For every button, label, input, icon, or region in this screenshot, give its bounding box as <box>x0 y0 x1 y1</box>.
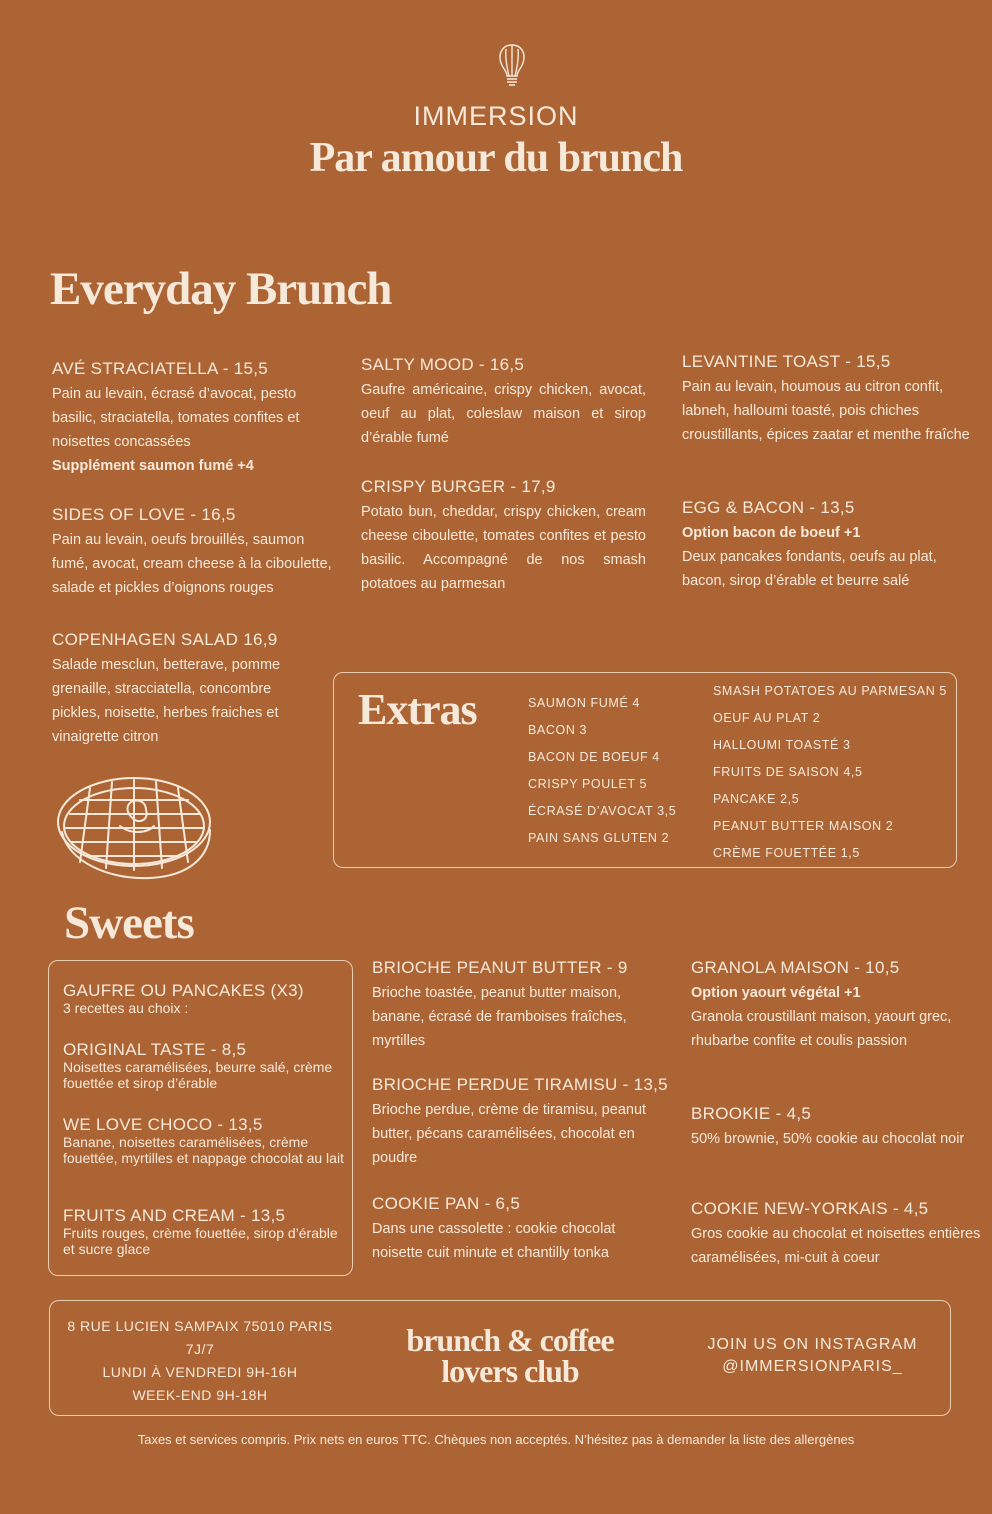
item-description: Deux pancakes fondants, oeufs au plat, bacon, sirop d’érable et beurre salé <box>682 549 937 589</box>
instagram-label: JOIN US ON INSTAGRAM <box>707 1336 918 1353</box>
item-description: Gaufre américaine, crispy chicken, avocat, oeuf au plat, coleslaw maison et sirop d’érable fumé <box>361 382 646 446</box>
item-description: Pain au levain, houmous au citron confit, labneh, halloumi toasté, pois chiches croustillants, épices zaatar et menthe fraîche <box>682 379 970 443</box>
item-title: COOKIE PAN - 6,5 <box>372 1194 521 1213</box>
menu-item <box>52 358 342 478</box>
item-title: GRANOLA MAISON - 10,5 <box>691 958 900 977</box>
item-title: COPENHAGEN SALAD 16,9 <box>52 630 278 649</box>
menu-item <box>682 497 972 593</box>
item-title: BRIOCHE PERDUE TIRAMISU - 13,5 <box>372 1075 668 1094</box>
item-title: WE LOVE CHOCO - 13,5 <box>63 1115 263 1134</box>
item-description: Dans une cassolette : cookie chocolat noisette cuit minute et chantilly tonka <box>372 1221 616 1261</box>
menu-item <box>63 981 348 1016</box>
extras-title: Extras <box>358 685 477 734</box>
item-description: Pain au levain, oeufs brouillés, saumon fumé, avocat, cream cheese à la ciboulette, salade et pickles d’oignons rouges <box>52 532 332 596</box>
everyday-brunch-title: Everyday Brunch <box>50 263 392 315</box>
menu-item <box>52 629 312 749</box>
legal-notice: Taxes et services compris. Prix nets en euros TTC. Chèques non acceptés. N’hésitez pas à demander la liste des allergènes <box>137 1432 855 1447</box>
menu-item <box>361 476 646 596</box>
instagram-handle[interactable]: @IMMERSIONPARIS_ <box>722 1358 903 1375</box>
menu-item <box>361 354 646 450</box>
extra-item: ÉCRASÉ D’AVOCAT 3,5 <box>528 804 677 818</box>
menu-item <box>63 1040 348 1091</box>
address-line: 7J/7 <box>185 1341 215 1357</box>
club-logo-text <box>380 1322 640 1389</box>
club-line: lovers club <box>441 1353 579 1389</box>
menu-item <box>691 1198 981 1270</box>
item-description: Brioche toastée, peanut butter maison, banane, écrasé de framboises fraîches, myrtilles <box>372 985 627 1049</box>
item-description: Brioche perdue, crème de tiramisu, peanut butter, pécans caramélisées, chocolat en poudre <box>372 1102 647 1166</box>
extra-item: BACON DE BOEUF 4 <box>528 750 660 764</box>
item-option: Option bacon de boeuf +1 <box>682 525 861 541</box>
item-description: Noisettes caramélisées, beurre salé, crème fouettée et sirop d’érable <box>63 1059 333 1091</box>
extra-item: CRISPY POULET 5 <box>528 777 647 791</box>
brand-name: IMMERSION <box>413 101 579 131</box>
menu-item <box>63 1206 348 1257</box>
extra-item: OEUF AU PLAT 2 <box>713 711 821 725</box>
item-description: Fruits rouges, crème fouettée, sirop d’érable et sucre glace <box>63 1225 338 1257</box>
extra-item: PANCAKE 2,5 <box>713 792 800 806</box>
club-line: brunch & coffee <box>406 1322 614 1358</box>
extra-item: BACON 3 <box>528 723 588 737</box>
extra-item: FRUITS DE SAISON 4,5 <box>713 765 863 779</box>
item-title: ORIGINAL TASTE - 8,5 <box>63 1040 247 1059</box>
item-title: LEVANTINE TOAST - 15,5 <box>682 352 891 371</box>
menu-item <box>682 351 972 447</box>
item-title: SALTY MOOD - 16,5 <box>361 355 525 374</box>
item-title: EGG & BACON - 13,5 <box>682 498 855 517</box>
menu-item <box>372 957 662 1053</box>
menu-item <box>372 1074 682 1170</box>
extra-item: PEANUT BUTTER MAISON 2 <box>713 819 894 833</box>
address-line: WEEK-END 9H-18H <box>132 1387 268 1403</box>
item-title: BROOKIE - 4,5 <box>691 1104 812 1123</box>
item-option: Supplément saumon fumé +4 <box>52 458 254 474</box>
item-description: 3 recettes au choix : <box>63 1000 189 1016</box>
extra-item: PAIN SANS GLUTEN 2 <box>528 831 670 845</box>
item-title: FRUITS AND CREAM - 13,5 <box>63 1206 286 1225</box>
item-description: Pain au levain, écrasé d’avocat, pesto basilic, straciatella, tomates confites et noisettes concassées <box>52 386 300 450</box>
address-line: 8 RUE LUCIEN SAMPAIX 75010 PARIS <box>67 1318 333 1334</box>
address-line: LUNDI À VENDREDI 9H-16H <box>102 1364 298 1380</box>
menu-item <box>52 504 342 600</box>
item-description: Granola croustillant maison, yaourt grec, rhubarbe confite et coulis passion <box>691 1009 952 1049</box>
waffle-icon <box>50 770 218 886</box>
item-option: Option yaourt végétal +1 <box>691 985 861 1001</box>
instagram-block <box>690 1334 935 1378</box>
menu-item <box>691 1103 981 1151</box>
item-description: Gros cookie au chocolat et noisettes entières caramélisées, mi-cuit à coeur <box>691 1226 981 1266</box>
item-title: AVÉ STRACIATELLA - 15,5 <box>52 359 269 378</box>
tagline: Par amour du brunch <box>309 135 683 181</box>
item-description: Potato bun, cheddar, crispy chicken, cream cheese ciboulette, tomates confites et pesto basilic. Accompagné de nos smash potatoes au parmesan <box>361 504 646 592</box>
item-title: CRISPY BURGER - 17,9 <box>361 477 556 496</box>
item-description: Banane, noisettes caramélisées, crème fouettée, myrtilles et nappage chocolat au lait <box>63 1134 344 1166</box>
menu-item <box>691 957 981 1053</box>
item-title: GAUFRE OU PANCAKES (X3) <box>63 981 304 1000</box>
item-title: COOKIE NEW-YORKAIS - 4,5 <box>691 1199 929 1218</box>
extras-list-left <box>528 695 676 857</box>
extra-item: CRÈME FOUETTÉE 1,5 <box>713 846 860 860</box>
extra-item: HALLOUMI TOASTÉ 3 <box>713 738 851 752</box>
menu-item <box>63 1115 348 1166</box>
extra-item: SAUMON FUMÉ 4 <box>528 696 640 710</box>
item-title: SIDES OF LOVE - 16,5 <box>52 505 236 524</box>
lightbulb-whisk-icon <box>496 42 528 90</box>
address-block <box>60 1315 340 1407</box>
menu-item <box>372 1193 652 1265</box>
item-description: 50% brownie, 50% cookie au chocolat noir <box>691 1131 965 1147</box>
item-title: BRIOCHE PEANUT BUTTER - 9 <box>372 958 628 977</box>
extras-list-right <box>713 683 947 872</box>
sweets-title: Sweets <box>64 897 194 949</box>
extra-item: SMASH POTATOES AU PARMESAN 5 <box>713 684 947 698</box>
item-description: Salade mesclun, betterave, pomme grenaille, stracciatella, concombre pickles, noisette, herbes fraiches et vinaigrette citron <box>52 657 281 745</box>
